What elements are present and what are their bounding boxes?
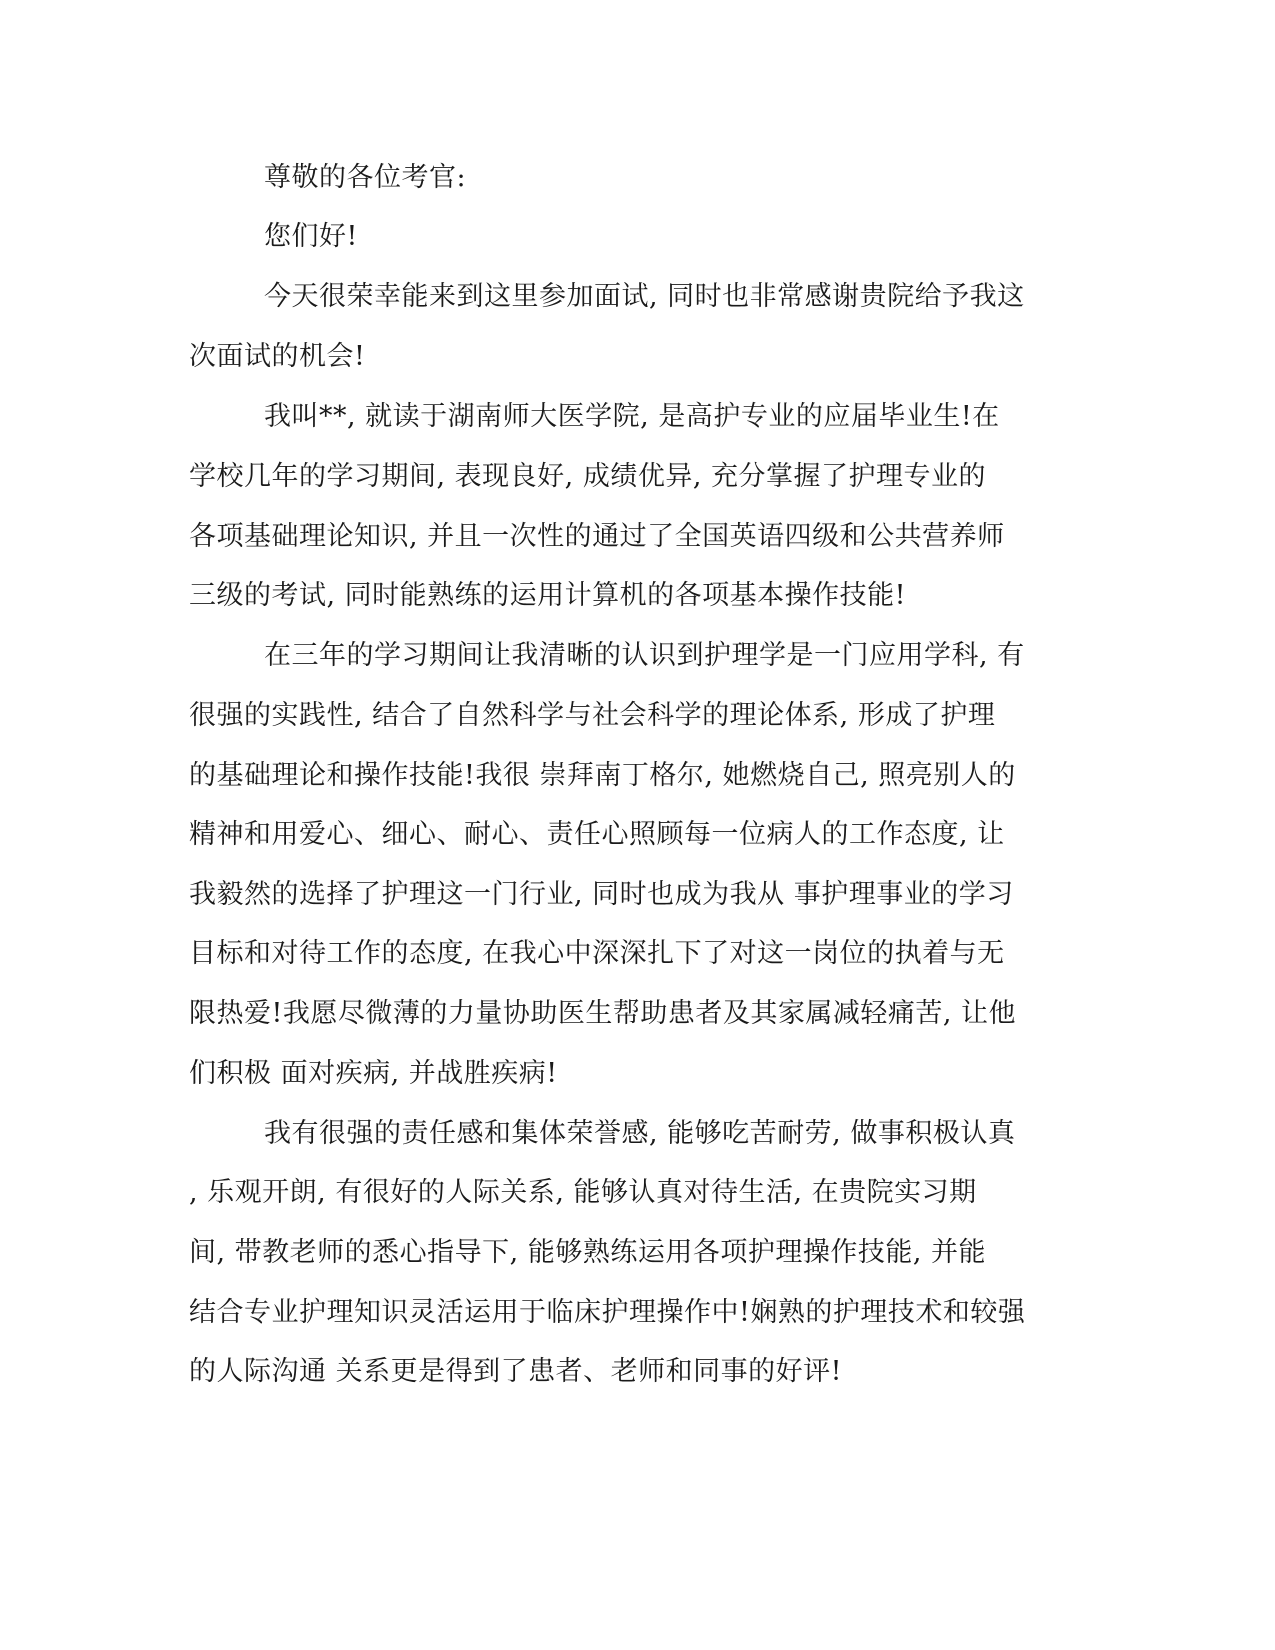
paragraph-1-line-1: 今天很荣幸能来到这里参加面试, 同时也非常感谢贵院给予我这 bbox=[264, 281, 1025, 312]
paragraph-4-line-1: 我有很强的责任感和集体荣誉感, 能够吃苦耐劳, 做事积极认真 bbox=[264, 1118, 1016, 1149]
paragraph-2-line-1: 我叫**, 就读于湖南师大医学院, 是高护专业的应届毕业生!在 bbox=[264, 401, 1000, 432]
paragraph-2-line-2: 学校几年的学习期间, 表现良好, 成绩优异, 充分掌握了护理专业的 bbox=[189, 461, 986, 492]
greeting-line: 尊敬的各位考官: bbox=[264, 162, 467, 193]
paragraph-3-line-8: 们积极 面对疾病, 并战胜疾病! bbox=[189, 1058, 558, 1089]
paragraph-3-line-3: 的基础理论和操作技能!我很 崇拜南丁格尔, 她燃烧自己, 照亮别人的 bbox=[189, 760, 1016, 791]
paragraph-3-line-7: 限热爱!我愿尽微薄的力量协助医生帮助患者及其家属减轻痛苦, 让他 bbox=[189, 998, 1017, 1029]
paragraph-4-line-4: 结合专业护理知识灵活运用于临床护理操作中!娴熟的护理技术和较强 bbox=[189, 1297, 1026, 1328]
paragraph-4-line-3: 间, 带教老师的悉心指导下, 能够熟练运用各项护理操作技能, 并能 bbox=[189, 1237, 986, 1268]
paragraph-3-line-5: 我毅然的选择了护理这一门行业, 同时也成为我从 事护理事业的学习 bbox=[189, 879, 1014, 910]
paragraph-2-line-3: 各项基础理论知识, 并且一次性的通过了全国英语四级和公共营养师 bbox=[189, 521, 1005, 552]
paragraph-3-line-4: 精神和用爱心、细心、耐心、责任心照顾每一位病人的工作态度, 让 bbox=[189, 819, 1005, 850]
paragraph-3-line-2: 很强的实践性, 结合了自然科学与社会科学的理论体系, 形成了护理 bbox=[189, 700, 996, 731]
paragraph-4-line-2: , 乐观开朗, 有很好的人际关系, 能够认真对待生活, 在贵院实习期 bbox=[189, 1177, 977, 1208]
paragraph-1-line-2: 次面试的机会! bbox=[189, 341, 366, 372]
paragraph-4-line-5: 的人际沟通 关系更是得到了患者、老师和同事的好评! bbox=[189, 1356, 842, 1387]
paragraph-3-line-6: 目标和对待工作的态度, 在我心中深深扎下了对这一岗位的执着与无 bbox=[189, 938, 1005, 969]
paragraph-2-line-4: 三级的考试, 同时能熟练的运用计算机的各项基本操作技能! bbox=[189, 580, 907, 611]
salutation-line: 您们好! bbox=[264, 221, 358, 252]
paragraph-3-line-1: 在三年的学习期间让我清晰的认识到护理学是一门应用学科, 有 bbox=[264, 640, 1025, 671]
